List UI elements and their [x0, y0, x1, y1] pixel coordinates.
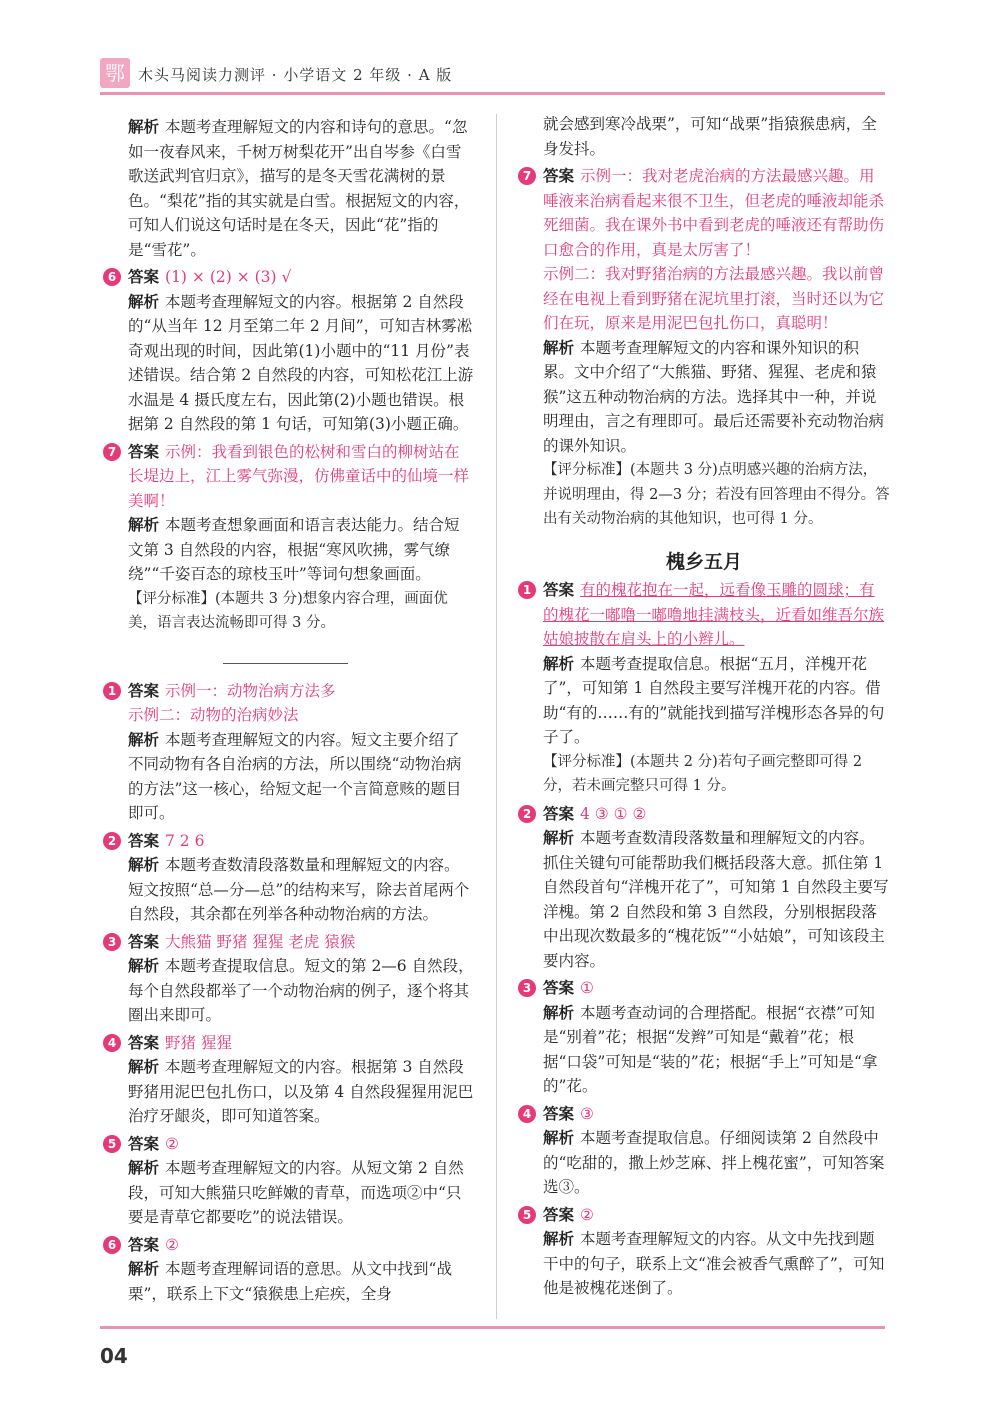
question-6-analysis	[103, 290, 475, 437]
right-column	[518, 112, 890, 1301]
section2-question-4-analysis	[103, 1055, 475, 1129]
answer-label: 答案	[128, 932, 160, 951]
question-7	[103, 440, 475, 514]
analysis-text: 本题考查理解词语的意思。从文中找到“战栗”，联系上下文“猿猴患上疟疾，全身	[128, 1260, 452, 1303]
section2-question-5	[103, 1132, 475, 1157]
section2-question-3	[103, 930, 475, 955]
analysis-text: 本题考查理解短文的内容。从短文第 2 自然段，可知大熊猫只吃鲜嫩的青草，而选项②中“只要是青草它都要吃”的说法错误。	[128, 1159, 464, 1226]
scoring-standard: 【评分标准】(本题共 3 分)点明感兴趣的治病方法，并说明理由，得 2—3 分；若没有回答理由不得分。答出有关动物治病的其他知识，也可得 1 分。	[543, 462, 890, 527]
section2-question-2	[103, 829, 475, 854]
answer-label: 答案	[543, 1104, 575, 1123]
answer-text: 示例一：动物治病方法多	[165, 681, 336, 700]
analysis-label: 解析	[543, 1003, 575, 1022]
answer-label: 答案	[128, 681, 160, 700]
intro-analysis	[103, 115, 475, 262]
question-number: 3	[518, 979, 536, 997]
question-number: 7	[518, 167, 536, 185]
analysis-label: 解析	[128, 957, 160, 975]
question-number: 4	[103, 1034, 121, 1052]
left-column	[103, 112, 475, 1306]
analysis-label: 解析	[128, 730, 160, 749]
analysis-text: 本题考查数清段落数量和理解短文的内容。短文按照“总—分—总”的结构来写，除去首尾两个自然段，其余都在列举各种动物治病的方法。	[128, 856, 470, 923]
scoring-standard: 【评分标准】(本题共 2 分)若句子画完整即可得 2 分，若未画完整只可得 1 分。	[543, 753, 863, 794]
answer-text: 有的槐花抱在一起，远看像玉雕的圆球；有的槐花一嘟噜一嘟噜地挂满枝头，近看如维吾尔族姑娘披散在肩头上的小辫儿。	[543, 581, 885, 648]
answer-text-2: 示例二：我对野猪治病的方法最感兴趣。我以前曾经在电视上看到野猪在泥坑里打滚，当时还以为它们在玩，原来是用泥巴包扎伤口，真聪明！	[543, 265, 885, 332]
analysis-label: 解析	[128, 1058, 160, 1076]
question-number: 1	[518, 581, 536, 599]
section2-question-1-analysis	[103, 728, 475, 826]
question-6	[103, 265, 475, 290]
analysis-label: 解析	[543, 1230, 575, 1248]
question-number: 6	[103, 268, 121, 286]
page-number: 04	[100, 1344, 128, 1368]
answer-text: 示例一：我对老虎治病的方法最感兴趣。用唾液来治病看起来很不卫生，但老虎的唾液却能杀死细菌。我在课外书中看到老虎的唾液还有帮助伤口愈合的作用，真是太厉害了！	[543, 167, 885, 259]
analysis-label: 解析	[543, 654, 575, 673]
answer-label: 答案	[128, 1235, 160, 1254]
analysis-text: 本题考查想象画面和语言表达能力。结合短文第 3 自然段的内容，根据“寒风吹拂，雾气缭绕”“千姿百态的琼枝玉叶”等词句想象画面。	[128, 516, 460, 583]
analysis-label: 解析	[128, 1260, 160, 1278]
scoring-standard: 【评分标准】(本题共 3 分)想象内容合理，画面优美，语言表达流畅即可得 3 分。	[128, 590, 448, 631]
answer-text: 示例：我看到银色的松树和雪白的柳树站在长堤边上，江上雾气弥漫，仿佛童话中的仙境一样美啊！	[128, 442, 470, 510]
book-title: 木头马阅读力测评 · 小学语文 2 年级 · A 版	[138, 66, 453, 84]
question-number: 1	[103, 682, 121, 700]
analysis-text: 本题考查数清段落数量和理解短文的内容。抓住关键句可能帮助我们概括段落大意。抓住第 1 自然段首句“洋槐开花了”，可知第 1 自然段主要写洋槐。第 2 自然段和第 3 自然段，分别根据段落中出现次数最多的“槐花饭”“小姑娘”，可知该段主要内容。	[543, 829, 889, 970]
column-divider	[496, 114, 497, 1319]
answer-label: 答案	[543, 804, 575, 823]
question-number: 5	[518, 1206, 536, 1224]
analysis-label: 解析	[543, 338, 575, 357]
analysis-label: 解析	[128, 118, 160, 136]
section3-question-3	[518, 976, 890, 1001]
analysis-label: 解析	[128, 516, 160, 534]
section2-question-6-analysis	[103, 1257, 475, 1306]
section-separator	[103, 636, 475, 676]
analysis-text: 本题考查理解短文的内容和课外知识的积累。文中介绍了“大熊猫、野猪、猩猩、老虎和猿猴”这五种动物治病的方法。选择其中一种，并说明理由，言之有理即可。最后还需要补充动物治病的课外知识。	[543, 338, 885, 455]
answer-label: 答案	[543, 167, 575, 185]
section2-question-2-analysis	[103, 853, 475, 927]
page-header	[100, 58, 885, 98]
answer-text: 大熊猫 野猪 猩猩 老虎 猿猴	[165, 932, 356, 951]
answer-text: ②	[165, 1134, 179, 1153]
analysis-text: 本题考查提取信息。根据“五月，洋槐开花了”，可知第 1 自然段主要写洋槐开花的内容。借助“有的……有的”就能找到描写洋槐形态各异的句子了。	[543, 654, 885, 746]
answer-text: 7 2 6	[165, 831, 205, 850]
section3-question-2-analysis	[518, 826, 890, 973]
analysis-text: 本题考查理解短文的内容。从文中先找到题干中的句子，联系上文“准会被香气熏醉了”，可知他是被槐花迷倒了。	[543, 1230, 885, 1297]
answer-label: 答案	[543, 581, 575, 599]
section2-question-3-analysis	[103, 954, 475, 1028]
answer-label: 答案	[128, 442, 160, 461]
answer-label: 答案	[128, 831, 160, 850]
answer-text: ①	[580, 979, 594, 997]
answer-text: ②	[165, 1235, 179, 1254]
analysis-text: 本题考查提取信息。短文的第 2—6 自然段，每个自然段都举了一个动物治病的例子，逐个将其圈出来即可。	[128, 957, 474, 1024]
section3-question-5	[518, 1203, 890, 1228]
publisher-logo: 鄂	[100, 58, 130, 88]
question-number: 2	[518, 805, 536, 823]
analysis-text: 本题考查理解短文的内容。根据第 3 自然段野猪用泥巴包扎伤口，以及第 4 自然段猩猩用泥巴治疗牙龈炎，即可知道答案。	[128, 1058, 474, 1125]
section3-question-4	[518, 1102, 890, 1127]
answer-label: 答案	[543, 1205, 575, 1224]
section3-question-5-analysis	[518, 1227, 890, 1301]
question-number: 3	[103, 933, 121, 951]
analysis-label: 解析	[543, 829, 575, 847]
section2-question-5-analysis	[103, 1156, 475, 1230]
section3-question-1	[518, 578, 890, 652]
section3-question-4-analysis	[518, 1126, 890, 1200]
analysis-label: 解析	[128, 1159, 160, 1177]
analysis-text: 本题考查理解短文的内容。根据第 2 自然段的“从当年 12 月至第二年 2 月间”，可知吉林雾凇奇观出现的时间，因此第(1)小题中的“11 月份”表述错误。结合第 2 自然段的内容，可知松花江上游水温是 4 摄氏度左右，因此第(2)小题也错误。根据第 2 自然段的第 1 句话，可知第(3)小题正确。	[128, 292, 474, 433]
header-rule	[100, 92, 885, 95]
section2-question-1	[103, 679, 475, 704]
section-title: 槐乡五月	[665, 550, 742, 573]
answer-label: 答案	[128, 268, 160, 286]
answer-label: 答案	[128, 1134, 160, 1153]
analysis-label: 解析	[128, 856, 160, 874]
answer-text-2: 示例二：动物的治病妙法	[128, 706, 299, 724]
footer-rule	[100, 1326, 885, 1329]
analysis-label: 解析	[128, 292, 160, 311]
question-number: 2	[103, 832, 121, 850]
question-number: 7	[103, 443, 121, 461]
answer-label: 答案	[128, 1033, 160, 1052]
section2-question-4	[103, 1031, 475, 1056]
section3-question-1-analysis	[518, 652, 890, 750]
section2-question-6	[103, 1233, 475, 1258]
answer-text: 野猪 猩猩	[165, 1033, 232, 1052]
answer-text: (1) × (2) × (3) √	[165, 268, 292, 286]
question-number: 4	[518, 1105, 536, 1123]
section3-question-2	[518, 802, 890, 827]
section3-question-3-analysis	[518, 1001, 890, 1099]
question-number: 5	[103, 1135, 121, 1153]
analysis-text: 本题考查提取信息。仔细阅读第 2 自然段中的“吃甜的，撒上炒芝麻、拌上槐花蜜”，可知答案选③。	[543, 1129, 885, 1196]
answer-text: ③	[580, 1104, 594, 1123]
analysis-text: 本题考查理解短文的内容和诗句的意思。“忽如一夜春风来，千树万树梨花开”出自岑参《白雪歌送武判官归京》，描写的是冬天雪花满树的景色。“梨花”指的其实就是白雪。根据短文的内容，可知人们说这句话时是在冬天，因此“花”指的是“雪花”。	[128, 118, 470, 259]
section2-question-6-analysis-continued: 就会感到寒冷战栗”，可知“战栗”指猿猴患病，全身发抖。	[543, 115, 877, 158]
answer-label: 答案	[543, 979, 575, 997]
answer-text: 4 ③ ① ②	[580, 804, 647, 823]
section2-question-7-analysis	[518, 336, 890, 459]
question-number: 6	[103, 1236, 121, 1254]
section2-question-7	[518, 164, 890, 262]
analysis-text: 本题考查理解短文的内容。短文主要介绍了不同动物有各自治病的方法，所以围绕“动物治病的方法”这一核心，给短文起一个言简意赅的题目即可。	[128, 730, 462, 822]
answer-text: ②	[580, 1205, 594, 1224]
analysis-label: 解析	[543, 1129, 575, 1147]
analysis-text: 本题考查动词的合理搭配。根据“衣襟”可知是“别着”花；根据“发辫”可知是“戴着”花；根据“口袋”可知是“装的”花；根据“手上”可知是“拿的”花。	[543, 1003, 878, 1095]
question-7-analysis	[103, 513, 475, 587]
